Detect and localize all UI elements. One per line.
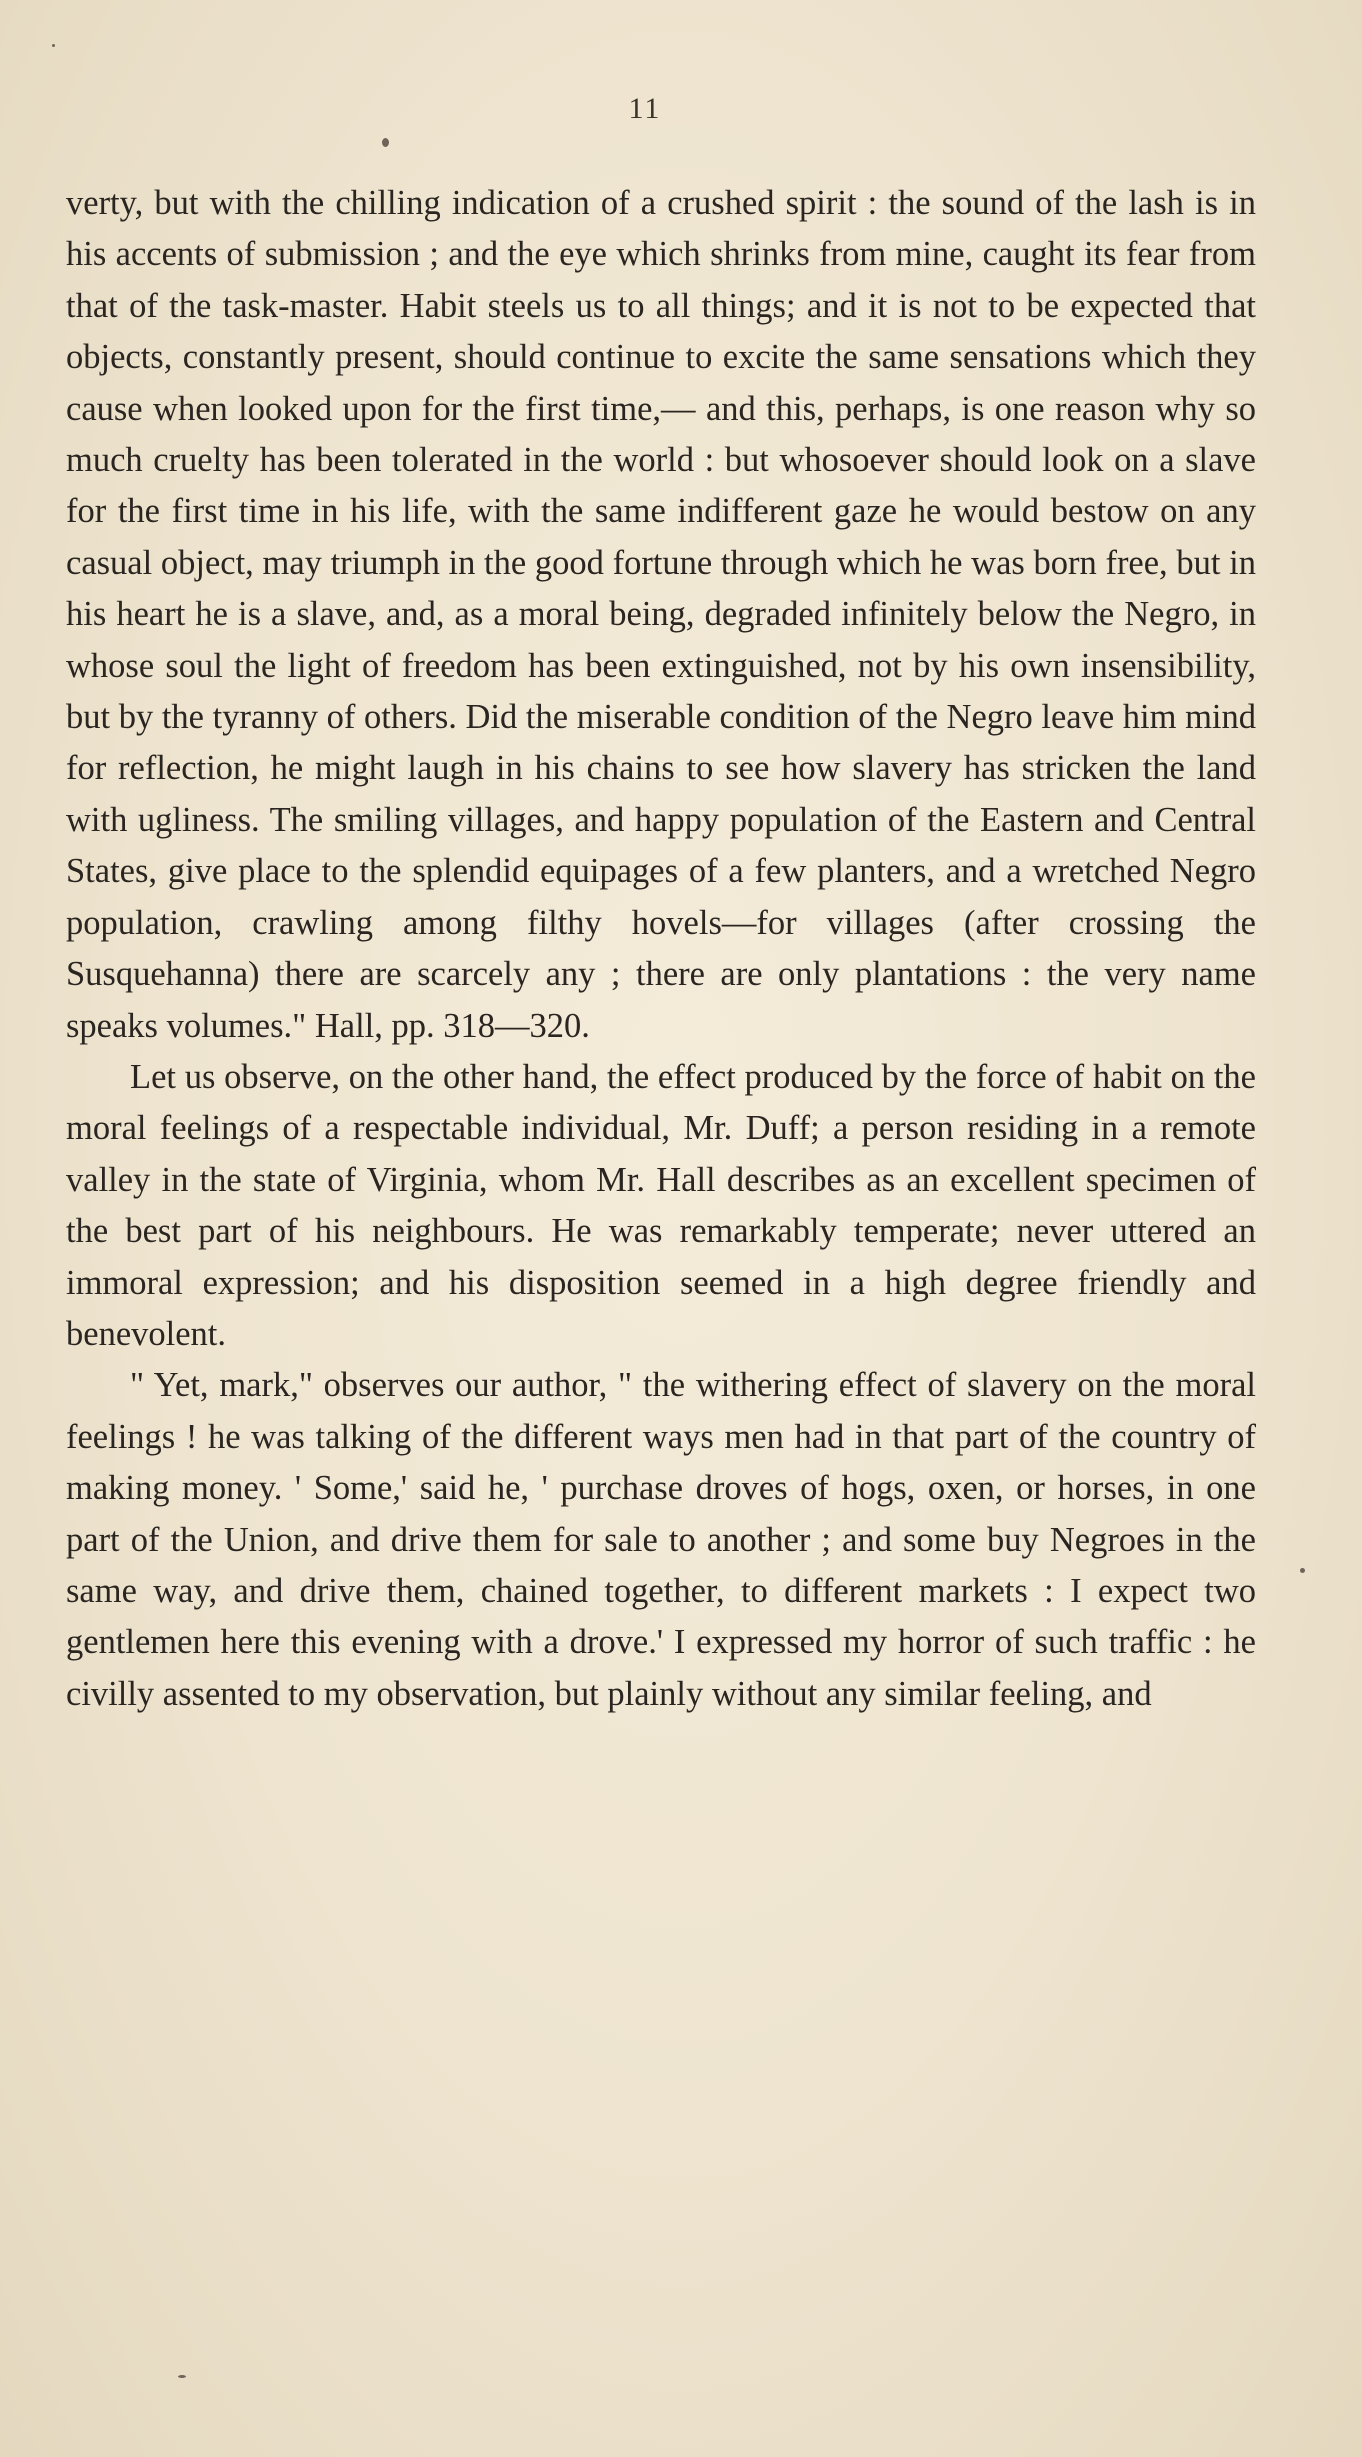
ink-speck (178, 2375, 186, 2378)
paragraph-mr-duff: Let us observe, on the other hand, the effect produced by the force of habit on the moral feelings of a respectable individual, Mr. Duff; a person residing in a remote valley in the state of Virginia, whom Mr. Hall describes as an excellent specimen of the best part of his neighbours. He was remarkably temperate; never uttered an immoral expression; and his disposition seemed in a high degree friendly and benevolent. (66, 1057, 1256, 1353)
page-number: 11 (628, 92, 662, 125)
paragraph-continued: verty, but with the chilling indication of a crushed spirit : the sound of the lash is in his accents of submission ; and the eye which shrinks from mine, caught its fear from that of the task-master. Habit steels us to all things; and it is not to be expected that objects, constantly present, should continue to excite the same sensations which they cause when looked upon for the first time,— and this, perhaps, is one reason why so much cruelty has been tolerated in the world : but whosoever should look on a slave for the first time in his life, with the same indifferent gaze he would bestow on any casual object, may triumph in the good fortune through which he was born free, but in his heart he is a slave, and, as a moral being, degraded infinitely below the Negro, in whose soul the light of freedom has been extinguished, not by his own insensibility, but by the tyranny of others. Did the miserable condition of the Negro leave him mind for reflection, he might laugh in his chains to see how slavery has stricken the land with ugliness. The smiling villages, and happy population of the Eastern and Central States, give place to the splendid equipages of a few planters, and a wretched Negro population, crawling among filthy hovels—for villages (after crossing the Susquehanna) there are scarcely any ; there are only plantations : the very name speaks volumes." Hall, pp. 318—320. (66, 184, 1256, 1045)
ink-speck (52, 44, 55, 47)
ink-speck (1300, 1568, 1305, 1573)
body-text (66, 178, 1256, 1720)
paragraph-quotation: " Yet, mark," observes our author, " the withering effect of slavery on the moral feelings ! he was talking of the different ways men had in that part of the country of making money. ' Some,' said he, ' purchase droves of hogs, oxen, or horses, in one part of the Union, and drive them for sale to another ; and some buy Negroes in the same way, and drive them, chained together, to different markets : I expect two gentlemen here this evening with a drove.' I expressed my horror of such traffic : he civilly assented to my observation, but plainly without any similar feeling, and (66, 1366, 1256, 1713)
ink-speck (382, 138, 389, 147)
